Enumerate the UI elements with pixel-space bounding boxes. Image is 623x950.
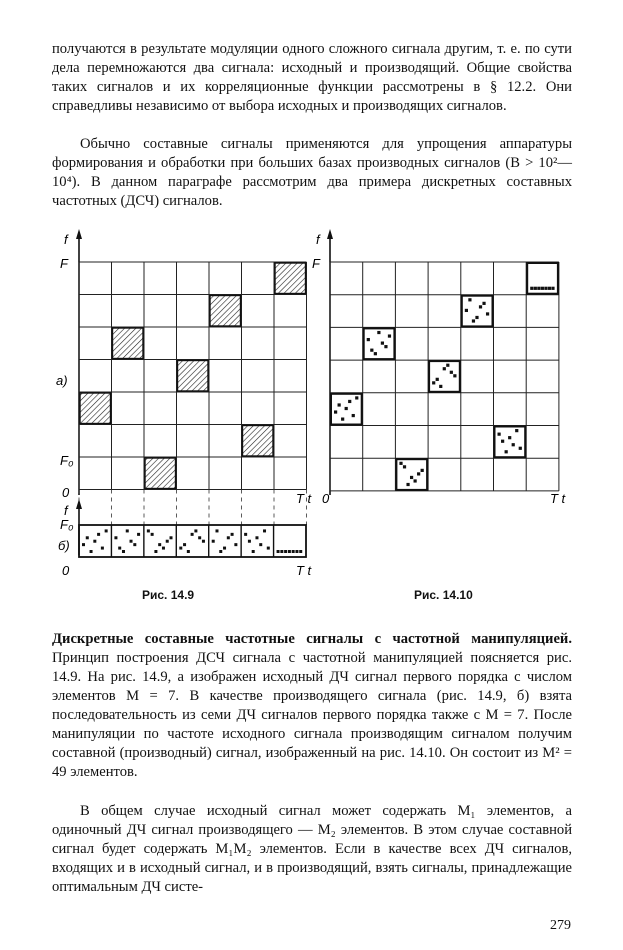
composite-cell [364, 328, 395, 359]
label-0-lower: 0 [62, 563, 70, 578]
strip-dot [170, 536, 173, 539]
paragraph-2: Обычно составные сигналы применяются для упрощения аппаратуры формирования и обработки при больших базах производных сигналов (B > 10²—10⁴). В данном параграфе рассмотрим два примера дискретных составных частотных (ДСЧ) сигналов. [52, 136, 572, 209]
strip-dot [90, 550, 93, 553]
axis-f-label: f [64, 232, 68, 247]
composite-dot [498, 433, 501, 436]
composite-dot [446, 364, 449, 367]
hop-cell [80, 393, 111, 424]
composite-dot [548, 287, 551, 290]
composite-dot [453, 374, 456, 377]
composite-dot [501, 440, 504, 443]
strip-dot [162, 547, 165, 550]
strip-dot [267, 547, 270, 550]
composite-dot [432, 381, 435, 384]
axis-t-label: T t [550, 491, 566, 506]
composite-dot [334, 410, 337, 413]
caption-fig-14-9: Рис. 14.9 [142, 588, 195, 602]
label-b: б) [58, 538, 70, 553]
composite-dot [519, 447, 522, 450]
label-F0-lower: F₀ [60, 517, 74, 532]
composite-dot [403, 465, 406, 468]
strip-dot [166, 540, 169, 543]
composite-dot [544, 287, 547, 290]
composite-cell [527, 263, 558, 294]
composite-dot [384, 345, 387, 348]
strip-dot [133, 543, 136, 546]
strip-dot [252, 550, 255, 553]
strip-dot [122, 550, 125, 553]
composite-dot [377, 331, 380, 334]
composite-dot [352, 414, 355, 417]
composite-dot [388, 334, 391, 337]
composite-dot [348, 400, 351, 403]
strip-dot [154, 550, 157, 553]
label-0: 0 [62, 485, 70, 500]
composite-dot [551, 287, 554, 290]
strip-dot [151, 533, 154, 536]
strip-dot [288, 550, 291, 553]
composite-dot [508, 436, 511, 439]
axis-f-label: f [316, 232, 320, 247]
composite-cell [495, 427, 526, 458]
strip-dot [255, 536, 258, 539]
strip-dot [191, 533, 194, 536]
composite-dot [410, 476, 413, 479]
composite-dot [381, 342, 384, 345]
composite-dot [345, 407, 348, 410]
hop-cell [275, 263, 306, 294]
strip-dot [299, 550, 302, 553]
strip-dot [231, 533, 234, 536]
figure-14-9 [52, 225, 332, 580]
composite-dot [530, 287, 533, 290]
strip-dot [118, 547, 121, 550]
composite-dot [367, 338, 370, 341]
composite-signal-grid [330, 262, 559, 491]
composite-cell [396, 459, 427, 490]
composite-dot [486, 312, 489, 315]
composite-dot [465, 309, 468, 312]
strip-dot [179, 547, 182, 550]
strip-dot [284, 550, 287, 553]
strip-dot [277, 550, 280, 553]
composite-dot [355, 396, 358, 399]
strip-dot [259, 543, 262, 546]
composite-dot [541, 287, 544, 290]
strip-dot [105, 529, 108, 532]
composite-dot [370, 349, 373, 352]
strip-dot [97, 533, 100, 536]
strip-border [79, 525, 306, 557]
composite-dot [537, 287, 540, 290]
strip-dot [212, 540, 215, 543]
composite-dot [443, 367, 446, 370]
strip-dot [198, 536, 201, 539]
composite-dot [472, 319, 475, 322]
label-0: 0 [322, 491, 330, 506]
strip-dot [86, 536, 89, 539]
strip-dot [248, 540, 251, 543]
composite-dot [482, 302, 485, 305]
composite-dot [534, 287, 537, 290]
strip-dot [295, 550, 298, 553]
label-F: F [312, 256, 320, 271]
strip-dot [137, 533, 140, 536]
composite-dot [468, 298, 471, 301]
composite-dot [421, 469, 424, 472]
strip-dot [101, 547, 104, 550]
page-number: 279 [550, 918, 571, 933]
caption-fig-14-10: Рис. 14.10 [414, 588, 473, 602]
composite-dot [515, 429, 518, 432]
composite-cell [429, 361, 460, 392]
strip-dot [263, 529, 266, 532]
composite-dot [341, 418, 344, 421]
hop-cell [145, 458, 176, 489]
composite-dot [436, 378, 439, 381]
strip-dot [187, 550, 190, 553]
time-frequency-grid [79, 262, 307, 525]
strip-dot [227, 536, 230, 539]
hop-cell [113, 328, 144, 359]
label-a: а) [56, 373, 68, 388]
strip-dot [244, 533, 247, 536]
strip-dot [183, 543, 186, 546]
composite-dot [512, 443, 515, 446]
strip-dot [130, 540, 133, 543]
composite-dot [338, 403, 341, 406]
label-F0: F₀ [60, 453, 74, 468]
composite-dot [399, 462, 402, 465]
paragraph-3 [52, 630, 572, 782]
axis-t-label-lower: T t [296, 563, 312, 578]
composite-dot [475, 316, 478, 319]
strip-dot [158, 543, 161, 546]
paragraph-4: В общем случае исходный сигнал может содержать M₁ элементов, а одиночный ДЧ сигнал производящего — M₂ элементов. В этом случае составной сигнал будет содержать M₁M₂ элементов. Если в качестве всех ДЧ сигналов, входящих и в исходный сигнал, и в производящий, взять сигналы, принадлежащие оптимальным ДЧ систе- [52, 803, 572, 895]
strip-dot [126, 529, 129, 532]
composite-cell [331, 394, 362, 425]
paragraph-3-body: Принцип построения ДСЧ сигнала с частотной манипуляцией поясняется рис. 14.9. На рис. 14.9, а изображен исходный ДЧ сигнал первого порядка с числом элементов M = 7. В качестве производящего сигнала (рис. 14.9, б) взята последовательность из семи ДЧ сигналов первого порядка также с M = 7. После манипуляции по частоте исходного сигнала производящим сигналом получим составной (производный) сигнал, изображенный на рис. 14.10. Он состоит из M² = 49 элементов. [52, 650, 572, 780]
strip-dot [234, 543, 237, 546]
hop-cell [178, 361, 209, 392]
axis-t-label: T t [296, 491, 312, 506]
axis-f-label-lower: f [64, 503, 68, 518]
strip-dot [147, 529, 150, 532]
composite-dot [417, 472, 420, 475]
composite-dot [505, 450, 508, 453]
strip-dot [219, 550, 222, 553]
composite-cell [462, 296, 493, 327]
run-in-heading: Дискретные составные частотные сигналы с частотной манипуляцией. [52, 631, 572, 647]
label-F: F [60, 256, 68, 271]
strip-dot [93, 540, 96, 543]
hop-cell [243, 426, 274, 457]
strip-dot [215, 529, 218, 532]
composite-dot [406, 483, 409, 486]
composite-cell-border [495, 427, 526, 458]
strip-dot [202, 540, 205, 543]
strip-dot [223, 547, 226, 550]
composite-dot [439, 385, 442, 388]
composite-dot [374, 352, 377, 355]
paragraph-1: получаются в результате модуляции одного сложного сигнала другим, т. е. по сути дела перемножаются два сигнала: исходный и производящий. Общие свойства таких сигналов и их корреляционные функции рассмотрены в § 12.2. Они справедливы независимо от выбора исходных и производящих сигналов. [52, 41, 572, 114]
strip-dot [114, 536, 117, 539]
composite-dot [479, 305, 482, 308]
composite-dot [414, 479, 417, 482]
strip-dot [292, 550, 295, 553]
strip-dot [280, 550, 283, 553]
generating-signal-strip [79, 525, 306, 557]
strip-dot [82, 543, 85, 546]
hop-cell [210, 296, 241, 327]
composite-dot [450, 371, 453, 374]
strip-dot [194, 529, 197, 532]
figure-14-10 [306, 225, 586, 515]
